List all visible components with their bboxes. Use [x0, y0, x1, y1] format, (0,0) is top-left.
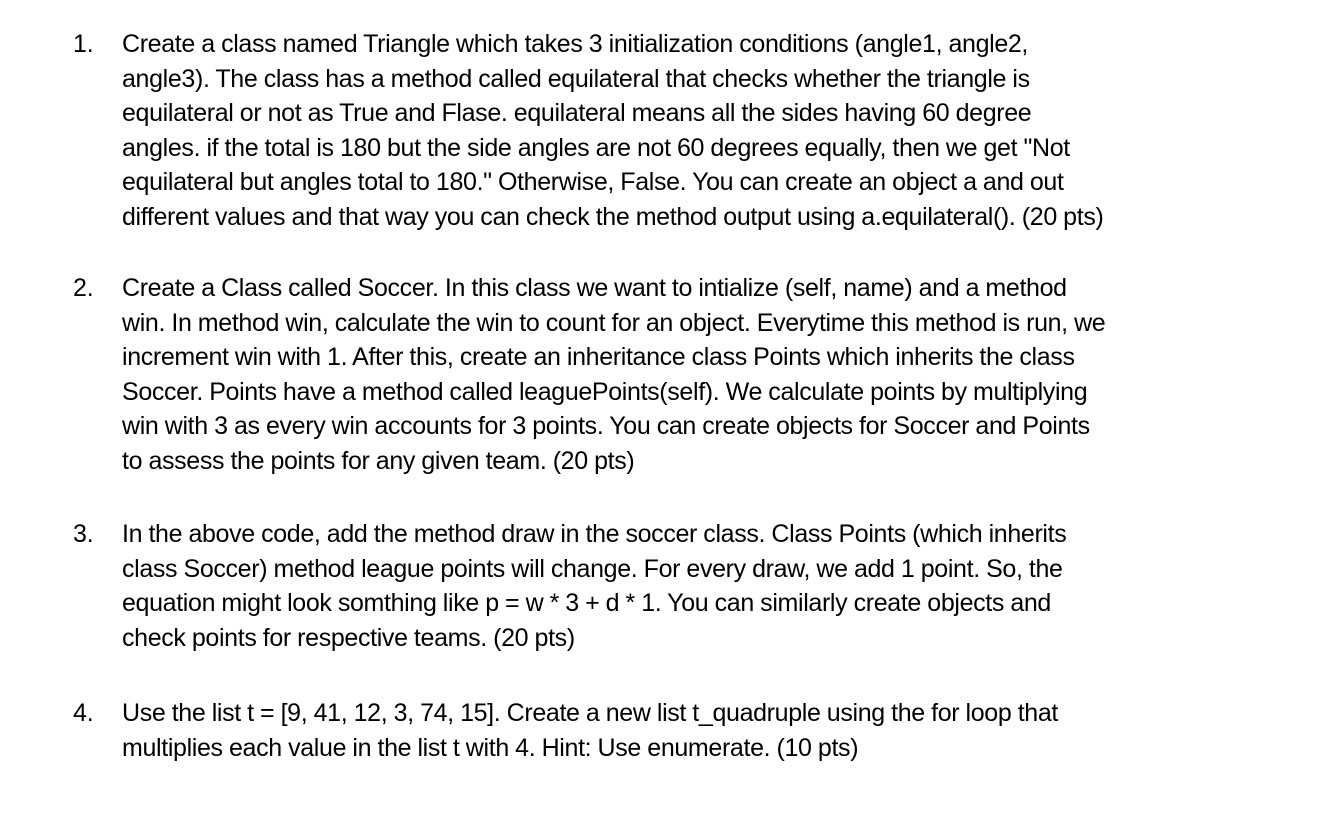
question-line: Create a Class called Soccer. In this class we want to intialize (self, name) and a method [122, 274, 1067, 302]
question-line: angle3). The class has a method called equilateral that checks whether the triangle is [122, 64, 1030, 93]
question-text [122, 27, 1282, 235]
question-line: win. In method win, calculate the win to count for an object. Everytime this method is run, we [122, 308, 1106, 337]
question-number: 3. [73, 520, 94, 548]
question-line: equation might look somthing like p = w * 3 + d * 1. You can similarly create objects and [122, 589, 1051, 618]
question-line: class Soccer) method league points will change. For every draw, we add 1 point. So, the [122, 554, 1063, 583]
question-number: 4. [73, 699, 94, 727]
question-text [122, 696, 1282, 765]
question-line: equilateral or not as True and Flase. equilateral means all the sides having 60 degree [122, 99, 1032, 128]
question-line: multiplies each value in the list t with 4. Hint: Use enumerate. (10 pts) [122, 733, 859, 762]
question-number: 2. [73, 274, 94, 302]
question-line: equilateral but angles total to 180." Otherwise, False. You can create an object a and out [122, 168, 1064, 197]
question-line: to assess the points for any given team. (20 pts) [122, 446, 635, 475]
question-text [122, 517, 1282, 655]
question-number: 1. [73, 30, 94, 58]
question-line: win with 3 as every win accounts for 3 points. You can create objects for Soccer and Points [122, 412, 1090, 441]
question-line: increment win with 1. After this, create an inheritance class Points which inherits the class [122, 343, 1075, 372]
question-line: In the above code, add the method draw in the soccer class. Class Points (which inherits [122, 520, 1067, 548]
question-text [122, 271, 1282, 479]
question-line: Soccer. Points have a method called leaguePoints(self). We calculate points by multiplying [122, 377, 1088, 406]
question-line: Use the list t = [9, 41, 12, 3, 74, 15]. Create a new list t_quadruple using the for loop that [122, 699, 1059, 727]
question-line: check points for respective teams. (20 pts) [122, 623, 575, 652]
question-line: angles. if the total is 180 but the side angles are not 60 degrees equally, then we get "Not [122, 133, 1070, 162]
question-line: Create a class named Triangle which takes 3 initialization conditions (angle1, angle2, [122, 30, 1029, 58]
question-line: different values and that way you can check the method output using a.equilateral(). (20 pts) [122, 202, 1104, 231]
